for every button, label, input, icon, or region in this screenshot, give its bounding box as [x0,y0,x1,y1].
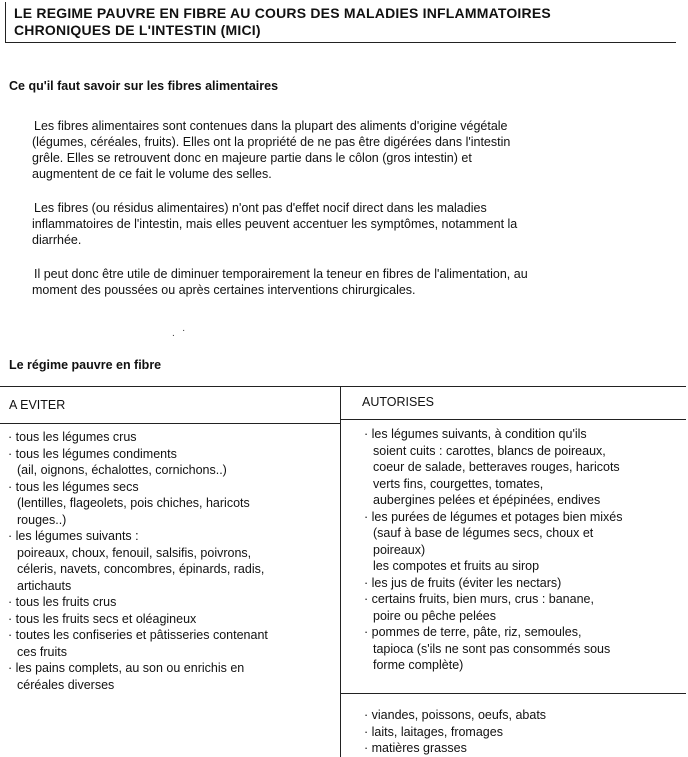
table-header-divider-left [0,423,340,424]
allowed-list-item: tapioca (s'ils ne sont pas consommés sous [373,641,611,656]
avoid-list-item: · toutes les confiseries et pâtisseries contenant [8,627,268,644]
allowed-list-item: (sauf à base de légumes secs, choux et [373,526,594,540]
paragraph-line: diarrhée. [32,233,82,247]
table-column-divider [340,386,341,757]
avoid-list-item: · tous les fruits secs et oléagineux [8,611,268,628]
paragraph-3 [34,266,684,298]
document-title-line-1: LE REGIME PAUVRE EN FIBRE AU COURS DES MALADIES INFLAMMATOIRES [14,5,551,21]
allowed-list-item: les compotes et fruits au sirop [373,559,540,573]
avoid-list-item: rouges..) [17,512,67,527]
avoid-list-item: · tous les légumes secs [8,479,268,496]
table-header-divider-right [340,419,686,420]
paragraph-line: augmentent de ce fait le volume des selles. [32,167,272,181]
allowed-list [364,426,622,674]
avoid-list-item: · tous les légumes condiments [8,446,268,463]
avoid-list-item: (lentilles, flageolets, pois chiches, haricots [17,496,250,510]
allowed-list-item: forme complète) [373,658,464,672]
allowed-list-item: · matières grasses [364,740,546,757]
avoid-list [8,429,268,693]
column-header-allowed: AUTORISES [362,395,435,409]
avoid-list-item: (ail, oignons, échalottes, cornichons..) [17,463,227,477]
allowed-list-item: · viandes, poissons, oeufs, abats [364,707,546,724]
allowed-list-item: · laits, laitages, fromages [364,724,546,741]
allowed-list-item: · certains fruits, bien murs, crus : banane, [364,591,622,608]
avoid-list-item: céleris, navets, concombres, épinards, radis, [17,562,265,576]
paragraph-line: moment des poussées ou après certaines interventions chirurgicales. [32,283,416,297]
fibre-table [0,386,686,757]
avoid-list-item: artichauts [17,578,72,593]
paragraph-2 [34,200,684,248]
allowed-list-item: · les purées de légumes et potages bien mixés [364,509,622,526]
avoid-list-item: · tous les légumes crus [8,429,268,446]
avoid-list-item: céréales diverses [17,677,115,692]
table-top-border [0,386,686,387]
table-row-divider-right [340,693,686,694]
document-title-line-2: CHRONIQUES DE L'INTESTIN (MICI) [14,22,261,38]
allowed-list-item: · les légumes suivants, à condition qu'ils [364,426,622,443]
allowed-list-secondary [364,707,546,757]
avoid-list-item: · tous les fruits crus [8,594,268,611]
scan-speck: . [172,328,175,339]
paragraph-line: grêle. Elles se retrouvent donc en majeure partie dans le côlon (gros intestin) et [32,151,472,165]
allowed-list-item: soient cuits : carottes, blancs de poireaux, [373,443,606,458]
allowed-list-item: · les jus de fruits (éviter les nectars) [364,575,622,592]
allowed-list-item: verts fins, courgettes, tomates, [373,476,544,491]
paragraph-line: Les fibres alimentaires sont contenues dans la plupart des aliments d'origine végétale [34,119,508,133]
section-heading-fibres: Ce qu'il faut savoir sur les fibres alimentaires [9,79,279,93]
avoid-list-item: ces fruits [17,644,68,659]
avoid-list-item: poireaux, choux, fenouil, salsifis, poivrons, [17,545,252,560]
paragraph-line: Il peut donc être utile de diminuer temporairement la teneur en fibres de l'alimentation, au [34,267,528,281]
paragraph-1 [34,118,684,182]
allowed-list-item: · pommes de terre, pâte, riz, semoules, [364,624,622,641]
allowed-list-item: coeur de salade, betteraves rouges, haricots [373,460,620,474]
avoid-list-item: · les légumes suivants : [8,528,268,545]
section-heading-regime: Le régime pauvre en fibre [9,358,162,372]
column-header-avoid: A EVITER [9,398,66,412]
avoid-list-item: · les pains complets, au son ou enrichis en [8,660,268,677]
allowed-list-item: poireaux) [373,542,426,557]
allowed-list-item: aubergines pelées et épépinées, endives [373,493,601,507]
paragraph-line: inflammatoires de l'intestin, mais elles peuvent accentuer les symptômes, notamment la [32,217,518,231]
allowed-list-item: poire ou pêche pelées [373,608,497,623]
scan-speck: · [182,325,186,336]
paragraph-line: Les fibres (ou résidus alimentaires) n'ont pas d'effet nocif direct dans les maladies [34,201,487,215]
paragraph-line: (légumes, céréales, fruits). Elles ont la propriété de ne pas être digérées dans l'intestin [32,135,511,149]
